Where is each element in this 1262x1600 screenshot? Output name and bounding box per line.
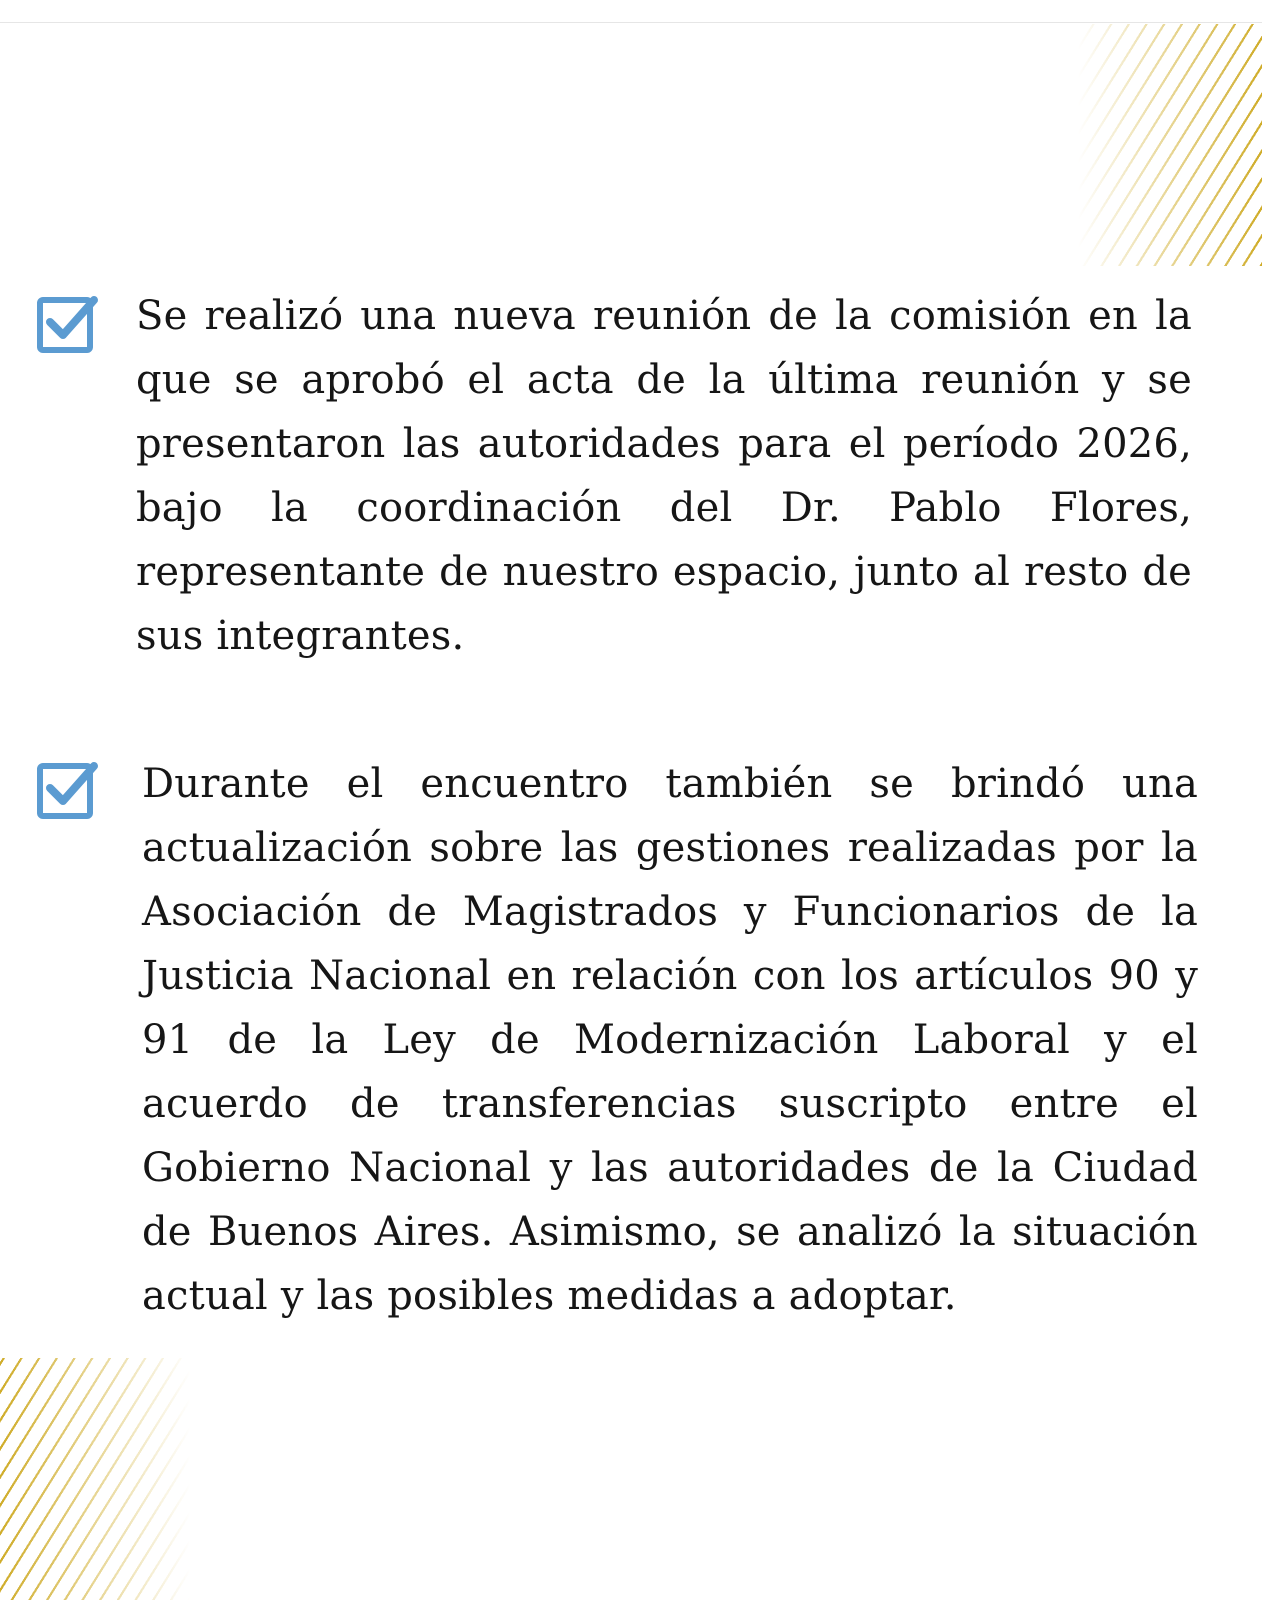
decorative-hatch-top-right [1078, 24, 1262, 266]
top-divider [0, 22, 1262, 23]
item-text: Se realizó una nueva reunión de la comisión en la que se aprobó el acta de la última reunión y se presentaron las autoridades para el período 2026, bajo la coordinación del Dr. Pablo Flores, representante de nuestro espacio, junto al resto de sus integrantes. [136, 293, 1192, 659]
item-text: Durante el encuentro también se brindó una actualización sobre las gestiones realizadas por la Asociación de Magistrados y Funcionarios de la Justicia Nacional en relación con los artículos 90 y 91 de la Ley de Modernización Laboral y el acuerdo de transferencias suscripto entre el Gobierno Nacional y las autoridades de la Ciudad de Buenos Aires. Asimismo, se analizó la situación actual y las posibles medidas a adoptar. [142, 761, 1198, 1319]
checkbox-checked-icon [36, 756, 100, 820]
checkbox-checked-icon [36, 290, 100, 354]
decorative-hatch-bottom-left [0, 1358, 190, 1600]
